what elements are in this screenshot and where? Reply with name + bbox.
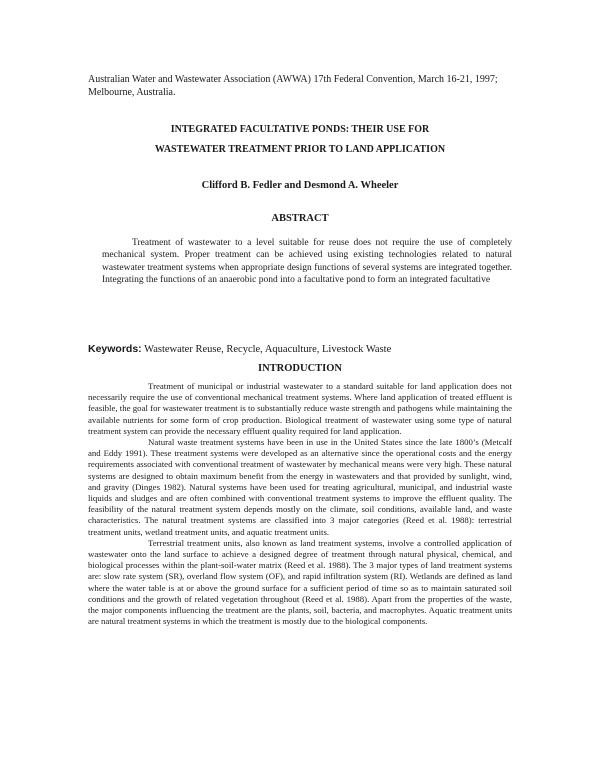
introduction-body [88, 381, 512, 627]
keywords-text: Wastewater Reuse, Recycle, Aquaculture, Livestock Waste [144, 344, 392, 355]
paragraph: Treatment of municipal or industrial wastewater to a standard suitable for land application does not necessarily require the use of conventional mechanical treatment systems. Where land application of treated effluent is feasible, the goal for wastewater treatment is to substantially reduce waste strength and pathogens while maintaining the available nutrients for some form of crop production. Biological treatment of wastewater using some type of natural treatment system can provide the necessary effluent quality required for land application. [88, 381, 512, 436]
introduction-heading: INTRODUCTION [257, 363, 342, 374]
paragraph: Terrestrial treatment units, also known as land treatment systems, involve a controlled application of wastewater onto the land surface to achieve a designed degree of treatment through natural physical, chemical, and biological processes within the plant-soil-water matrix (Reed et al. 1988). The 3 major types of land treatment systems are: slow rate system (SR), overland flow system (OF), and rapid infiltration system (RI). Wetlands are defined as land where the water table is at or above the ground surface for a sufficient period of time so as to maintain saturated soil conditions and the growth of related vegetation throughout (Reed et al. 1988). Apart from the properties of the waste, the major components influencing the treatment are the plants, soil, bacteria, and macrophytes. Aquatic treatment units are natural treatment systems in which the treatment is mostly due to the biological components. [88, 537, 512, 627]
title-line-2: WASTEWATER TREATMENT PRIOR TO LAND APPLICATION [154, 144, 446, 155]
authors: Clifford B. Fedler and Desmond A. Wheeler [201, 180, 399, 191]
keywords-label: Keywords: [88, 343, 142, 355]
keywords-line [88, 343, 528, 355]
abstract-heading: ABSTRACT [271, 213, 329, 224]
paragraph: Natural waste treatment systems have been in use in the United States since the late 1800’s (Metcalf and Eddy 1991). These treatment systems were developed as an alternative since the operational costs and the energy requirements associated with conventional treatment of wastewater by mechanical means were very high. These natural systems are designed to obtain maximum benefit from the energy in wastewaters and that provided by sunlight, wind, and gravity (Dinges 1982). Natural systems have been used for treating agricultural, municipal, and industrial waste liquids and sludges and are often combined with conventional treatment systems to improve the effluent quality. The feasibility of the natural treatment system depends mostly on the climate, soil conditions, available land, and waste characteristics. The natural treatment systems are classified into 3 major categories (Reed et al. 1988): terrestrial treatment units, wetland treatment units, and aquatic treatment units. [88, 437, 512, 537]
abstract-body [102, 237, 512, 287]
paper-title [88, 120, 512, 160]
title-line-1: INTEGRATED FACULTATIVE PONDS: THEIR USE FOR [170, 124, 430, 135]
conference-citation: Australian Water and Wastewater Association (AWWA) 17th Federal Convention, March 16-21, 1997; Melbourne, Australia. [88, 74, 498, 98]
abstract-paragraph: Treatment of wastewater to a level suitable for reuse does not require the use of completely mechanical system. Proper treatment can be achieved using existing technologies related to natural wastewater treatment systems when appropriate design functions of several systems are integrated together. Integrating the functions of an anaerobic pond into a facultative pond to form an integrated facultative [102, 238, 512, 286]
